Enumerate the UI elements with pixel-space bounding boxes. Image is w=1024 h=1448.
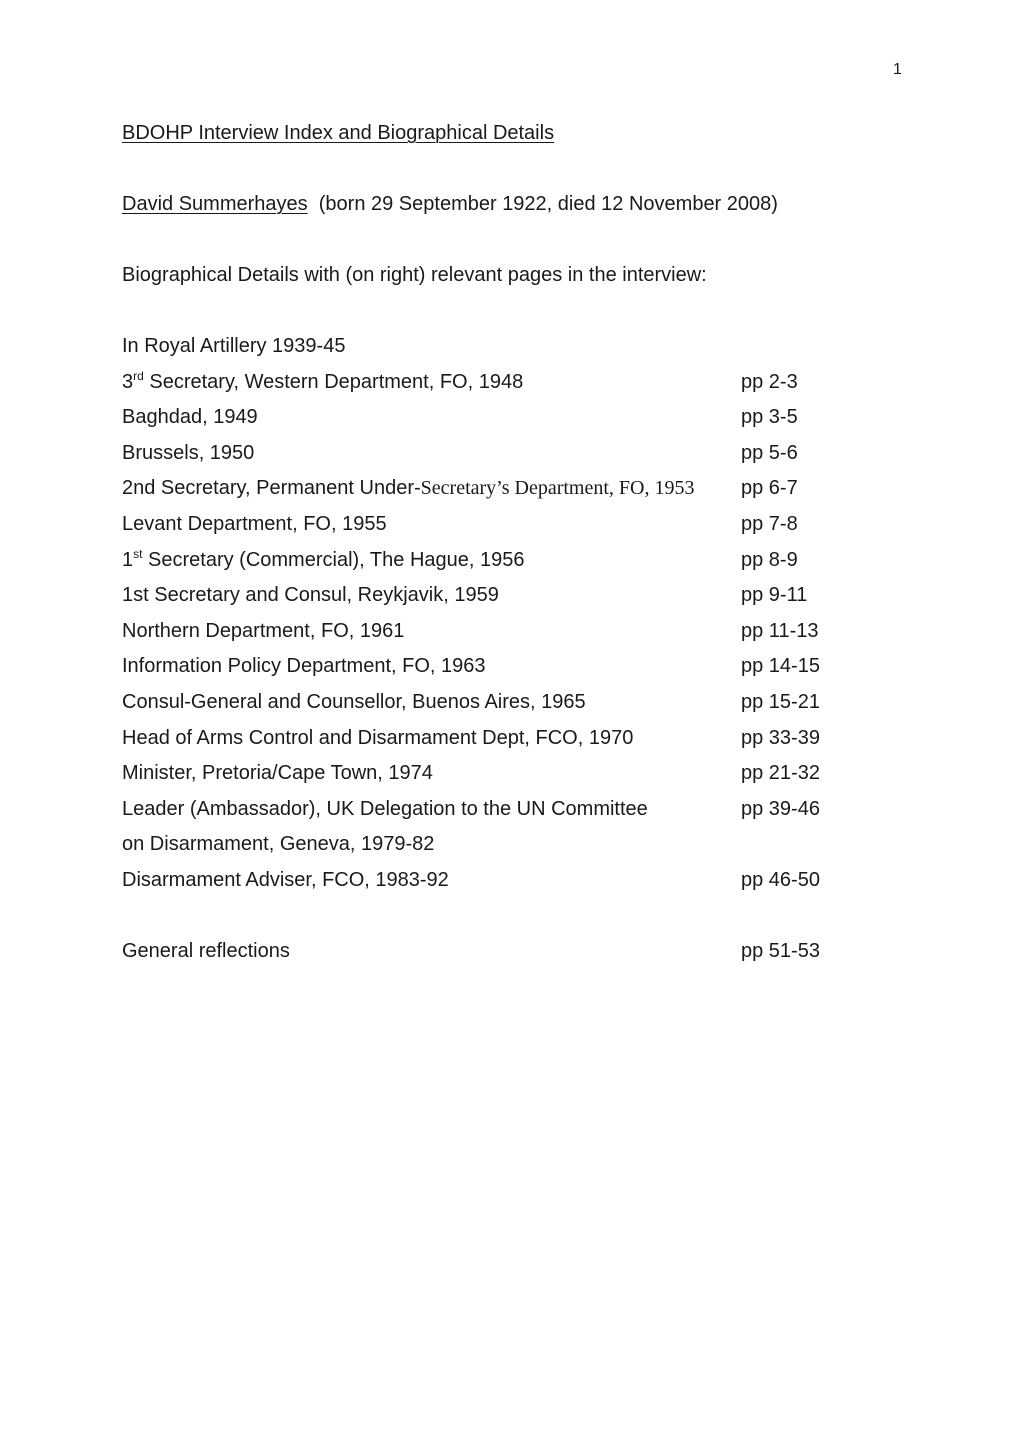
career-row — [122, 513, 882, 549]
career-row — [122, 477, 882, 513]
subject-name: David Summerhayes — [122, 193, 308, 215]
career-pages: pp 5-6 — [741, 441, 798, 464]
reflections-label: General reflections — [122, 940, 290, 962]
role-text: Secretary, Western Department, FO, 1948 — [143, 370, 524, 393]
career-row — [122, 546, 882, 585]
career-row — [122, 584, 882, 620]
career-pages: pp 46-50 — [741, 868, 820, 891]
career-pages: pp 15-21 — [741, 690, 820, 713]
career-row — [122, 762, 882, 798]
ordinal-suffix: st — [133, 546, 143, 561]
career-row — [122, 368, 882, 407]
career-role — [122, 477, 695, 500]
reflections-pages: pp 51-53 — [741, 940, 820, 962]
career-role — [122, 727, 633, 750]
page-number: 1 — [893, 61, 902, 78]
role-text: Northern Department, FO, 1961 — [122, 619, 405, 642]
ordinal-suffix: rd — [133, 368, 144, 383]
career-role — [122, 833, 434, 856]
career-pages: pp 21-32 — [741, 762, 820, 785]
role-text: on Disarmament, Geneva, 1979-82 — [122, 833, 435, 856]
career-role — [122, 368, 524, 394]
career-role — [122, 335, 345, 358]
career-role — [122, 406, 258, 429]
career-list — [122, 335, 882, 905]
role-text: Information Policy Department, FO, 1963 — [122, 655, 486, 678]
role-text: 3 — [122, 370, 134, 393]
career-role — [122, 691, 586, 714]
subject-dates: (born 29 September 1922, died 12 November 2008) — [318, 193, 778, 215]
career-pages: pp 8-9 — [741, 548, 798, 571]
career-row — [122, 406, 882, 442]
career-pages: pp 11-13 — [741, 619, 819, 642]
general-reflections — [122, 940, 882, 976]
career-role — [122, 620, 404, 643]
career-row — [122, 335, 882, 371]
role-text: Minister, Pretoria/Cape Town, 1974 — [122, 762, 433, 785]
role-text: Brussels, 1950 — [122, 441, 255, 464]
career-row — [122, 691, 882, 727]
role-text-serif: Secretary’s Department, FO, 1953 — [420, 477, 695, 500]
career-role — [122, 798, 648, 821]
subject-line — [122, 193, 778, 216]
role-text: Secretary (Commercial), The Hague, 1956 — [142, 548, 525, 571]
career-role — [122, 762, 433, 785]
career-row — [122, 727, 882, 763]
career-pages: pp 33-39 — [741, 726, 820, 749]
role-text: Baghdad, 1949 — [122, 406, 258, 429]
role-text: In Royal Artillery 1939-45 — [122, 335, 346, 357]
career-row — [122, 655, 882, 691]
career-role — [122, 584, 499, 607]
document-title: BDOHP Interview Index and Biographical Details — [122, 122, 555, 144]
career-pages: pp 6-7 — [741, 477, 798, 500]
role-text: Disarmament Adviser, FCO, 1983-92 — [122, 868, 449, 891]
career-role — [122, 513, 387, 536]
career-row — [122, 833, 882, 869]
career-role — [122, 442, 254, 465]
career-pages: pp 14-15 — [741, 655, 820, 678]
role-text: Consul-General and Counsellor, Buenos Aires, 1965 — [122, 690, 586, 713]
role-text: 1 — [122, 548, 134, 571]
career-pages: pp 9-11 — [741, 584, 808, 607]
intro-text: Biographical Details with (on right) relevant pages in the interview: — [122, 264, 707, 286]
role-text: Levant Department, FO, 1955 — [122, 512, 387, 535]
career-row — [122, 798, 882, 834]
role-text: 2nd Secretary, Permanent Under- — [122, 477, 421, 500]
career-role — [122, 869, 449, 892]
role-text: Leader (Ambassador), UK Delegation to the UN Committee — [122, 797, 648, 820]
career-role — [122, 655, 486, 678]
career-pages: pp 2-3 — [741, 370, 798, 393]
career-pages: pp 39-46 — [741, 797, 820, 820]
career-row — [122, 442, 882, 478]
career-role — [122, 546, 525, 572]
career-row — [122, 869, 882, 905]
career-pages: pp 3-5 — [741, 406, 798, 429]
career-pages: pp 7-8 — [741, 512, 798, 535]
role-text: 1st Secretary and Consul, Reykjavik, 1959 — [122, 584, 499, 607]
reflections-row — [122, 940, 882, 976]
career-row — [122, 620, 882, 656]
role-text: Head of Arms Control and Disarmament Dept, FCO, 1970 — [122, 726, 634, 749]
